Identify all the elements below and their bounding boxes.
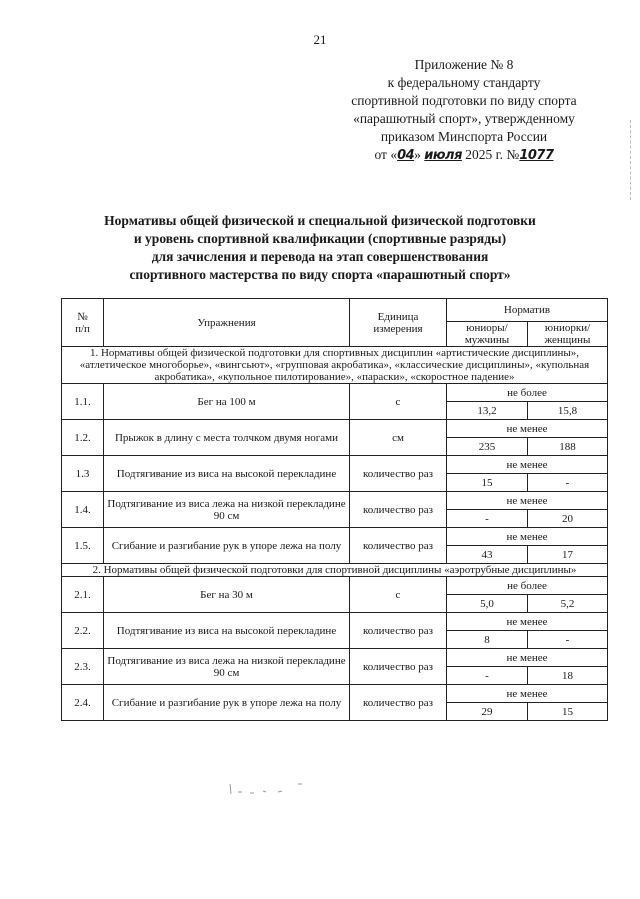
title-line: спортивного мастерства по виду спорта «парашютный спорт» xyxy=(129,267,511,282)
page-number: 21 xyxy=(313,32,327,47)
order-date-line xyxy=(324,146,604,165)
row-num: 2.2. xyxy=(62,613,104,649)
row-num: 2.4. xyxy=(62,685,104,721)
appendix-line: приказом Минспорта России xyxy=(380,129,548,144)
row-exercise: Сгибание и разгибание рук в упоре лежа на полу xyxy=(104,528,350,564)
row-female-value: 18 xyxy=(528,667,608,685)
row-exercise: Прыжок в длину с места толчком двумя ногами xyxy=(104,420,350,456)
row-female-value: 5,2 xyxy=(528,595,608,613)
row-condition: не более xyxy=(447,384,608,402)
row-num: 1.4. xyxy=(62,492,104,528)
row-condition: не менее xyxy=(447,528,608,546)
table-row xyxy=(62,456,608,474)
row-unit: количество раз xyxy=(350,528,447,564)
table-row xyxy=(62,685,608,703)
row-male-value: 5,0 xyxy=(447,595,528,613)
date-separator: » xyxy=(414,147,421,162)
date-year: 2025 г. № xyxy=(465,147,520,162)
scan-edge-mark xyxy=(630,120,633,200)
row-female-value: 20 xyxy=(528,510,608,528)
section-title: 1. Нормативы общей физической подготовки для спортивных дисциплин «артистические дисциплины», «атлетическое многоборье», «вингсьют», «групповая акробатика», «классические дисциплины», «купольная акробатика», «купольное пилотирование», «параски», «скоростное падение» xyxy=(62,347,608,384)
row-female-value: 15 xyxy=(528,703,608,721)
row-exercise: Сгибание и разгибание рук в упоре лежа на полу xyxy=(104,685,350,721)
table-row xyxy=(62,384,608,402)
row-male-value: 43 xyxy=(447,546,528,564)
row-condition: не менее xyxy=(447,492,608,510)
row-condition: не менее xyxy=(447,649,608,667)
date-prefix: от « xyxy=(374,147,398,162)
row-exercise: Бег на 30 м xyxy=(104,577,350,613)
handwritten-number: 1077 xyxy=(519,148,554,163)
row-exercise: Подтягивание из виса лежа на низкой перекладине 90 см xyxy=(104,492,350,528)
appendix-block xyxy=(324,56,604,165)
appendix-line: спортивной подготовки по виду спорта xyxy=(351,93,577,108)
table-row xyxy=(62,649,608,667)
row-unit: с xyxy=(350,384,447,420)
row-exercise: Подтягивание из виса на высокой перекладине xyxy=(104,613,350,649)
handwritten-day: 04 xyxy=(397,148,415,163)
row-condition: не более xyxy=(447,577,608,595)
row-male-value: 8 xyxy=(447,631,528,649)
header-norm: Норматив xyxy=(447,299,608,322)
row-num: 2.1. xyxy=(62,577,104,613)
row-unit: количество раз xyxy=(350,685,447,721)
row-num: 2.3. xyxy=(62,649,104,685)
norms-table xyxy=(61,298,608,721)
row-male-value: 13,2 xyxy=(447,402,528,420)
appendix-line: «парашютный спорт», утвержденному xyxy=(353,111,575,126)
scan-artifact-scribble xyxy=(228,780,318,800)
row-condition: не менее xyxy=(447,685,608,703)
title-line: Нормативы общей физической и специальной физической подготовки xyxy=(104,213,536,228)
row-num: 1.5. xyxy=(62,528,104,564)
row-female-value: 15,8 xyxy=(528,402,608,420)
section-title: 2. Нормативы общей физической подготовки для спортивной дисциплины «аэротрубные дисциплины» xyxy=(62,564,608,577)
table-row xyxy=(62,613,608,631)
row-unit: количество раз xyxy=(350,456,447,492)
row-female-value: 188 xyxy=(528,438,608,456)
header-female: юниорки/ женщины xyxy=(528,322,608,347)
row-exercise: Подтягивание из виса лежа на низкой перекладине 90 см xyxy=(104,649,350,685)
table-header-row xyxy=(62,299,608,322)
row-male-value: - xyxy=(447,510,528,528)
table-row xyxy=(62,492,608,510)
row-num: 1.1. xyxy=(62,384,104,420)
row-female-value: - xyxy=(528,631,608,649)
row-female-value: 17 xyxy=(528,546,608,564)
row-unit: количество раз xyxy=(350,613,447,649)
header-num: № п/п xyxy=(62,299,104,347)
row-num: 1.3 xyxy=(62,456,104,492)
appendix-title: Приложение № 8 xyxy=(414,57,514,72)
row-unit: количество раз xyxy=(350,492,447,528)
row-exercise: Бег на 100 м xyxy=(104,384,350,420)
row-male-value: 15 xyxy=(447,474,528,492)
header-male: юниоры/ мужчины xyxy=(447,322,528,347)
row-male-value: 235 xyxy=(447,438,528,456)
header-unit: Единица измерения xyxy=(350,299,447,347)
row-condition: не менее xyxy=(447,456,608,474)
section-row xyxy=(62,347,608,384)
table-row xyxy=(62,420,608,438)
row-female-value: - xyxy=(528,474,608,492)
row-unit: см xyxy=(350,420,447,456)
row-num: 1.2. xyxy=(62,420,104,456)
document-title xyxy=(40,212,600,284)
header-exercise: Упражнения xyxy=(104,299,350,347)
title-line: для зачисления и перевода на этап совершенствования xyxy=(151,249,489,264)
row-unit: количество раз xyxy=(350,649,447,685)
handwritten-month: июля xyxy=(424,148,462,163)
row-male-value: 29 xyxy=(447,703,528,721)
row-exercise: Подтягивание из виса на высокой перекладине xyxy=(104,456,350,492)
table-row xyxy=(62,528,608,546)
row-condition: не менее xyxy=(447,420,608,438)
row-condition: не менее xyxy=(447,613,608,631)
table-row xyxy=(62,577,608,595)
row-unit: с xyxy=(350,577,447,613)
row-male-value: - xyxy=(447,667,528,685)
title-line: и уровень спортивной квалификации (спортивные разряды) xyxy=(133,231,507,246)
section-row xyxy=(62,564,608,577)
appendix-line: к федеральному стандарту xyxy=(387,75,541,90)
